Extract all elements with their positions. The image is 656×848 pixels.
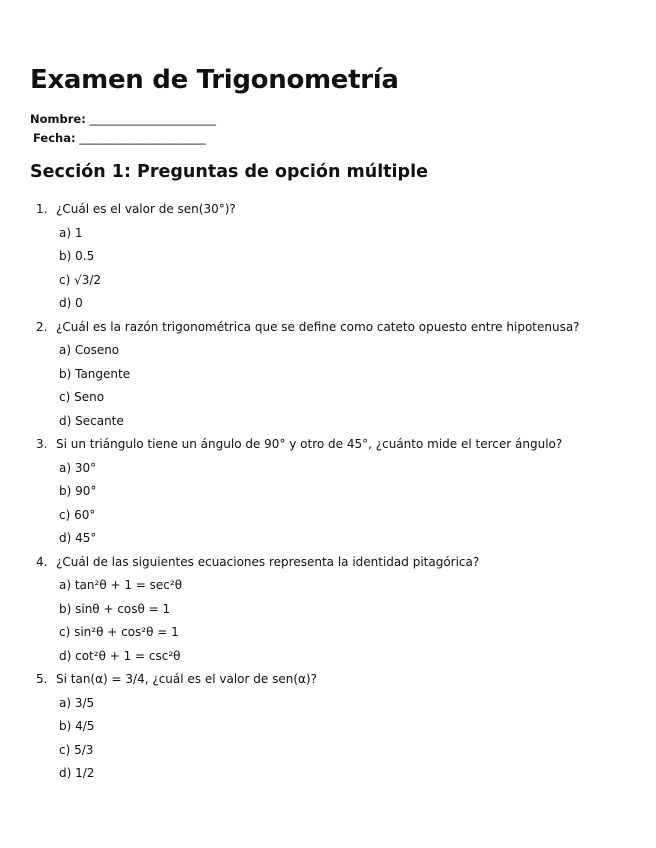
option-list [0, 223, 656, 317]
option-list [0, 458, 656, 552]
answer-option: b) 90° [59, 484, 97, 498]
name-field [30, 111, 215, 127]
answer-option: a) Coseno [59, 343, 120, 357]
date-field [33, 130, 205, 146]
answer-option: b) Tangente [59, 366, 131, 381]
question-3 [0, 434, 656, 552]
answer-option: c) sin²θ + cos²θ = 1 [59, 625, 179, 639]
section-title: Sección 1: Preguntas de opción múltiple [30, 162, 428, 182]
question-2 [0, 317, 656, 435]
question-5 [0, 669, 656, 787]
answer-option: b) sinθ + cosθ = 1 [59, 601, 171, 616]
question-text: Si tan(α) = 3/4, ¿cuál es el valor de sen(α)? [56, 672, 317, 686]
question-number: 2. [36, 319, 48, 334]
name-label: Nombre: [30, 112, 86, 126]
name-blank-line: ________________________ [89, 112, 216, 126]
answer-option: b) 0.5 [59, 249, 95, 263]
question-number: 4. [36, 554, 48, 569]
exam-title: Examen de Trigonometría [30, 65, 399, 95]
answer-option: c) 60° [59, 507, 96, 522]
answer-option: c) √3/2 [59, 272, 102, 287]
answer-option: a) tan²θ + 1 = sec²θ [59, 578, 183, 592]
answer-option: c) Seno [59, 390, 105, 404]
question-text: ¿Cuál de las siguientes ecuaciones representa la identidad pitagórica? [56, 554, 480, 569]
date-blank-line: ________________________ [79, 131, 206, 145]
answer-option: a) 1 [59, 225, 83, 240]
answer-option: b) 4/5 [59, 719, 95, 733]
answer-option: d) cot²θ + 1 = csc²θ [59, 648, 181, 663]
date-label: Fecha: [33, 131, 76, 145]
question-number: 1. [36, 202, 48, 216]
question-1 [0, 199, 656, 317]
question-number: 5. [36, 672, 48, 686]
answer-option: c) 5/3 [59, 742, 94, 757]
question-number: 3. [36, 437, 48, 451]
question-text: ¿Cuál es el valor de sen(30°)? [56, 202, 236, 216]
question-text: ¿Cuál es la razón trigonométrica que se define como cateto opuesto entre hipotenusa? [56, 319, 580, 334]
answer-option: d) 45° [59, 531, 97, 545]
answer-option: d) 1/2 [59, 766, 95, 780]
option-list [0, 340, 656, 434]
option-list [0, 693, 656, 787]
question-text: Si un triángulo tiene un ángulo de 90° y otro de 45°, ¿cuánto mide el tercer ángulo? [56, 437, 563, 451]
answer-option: d) Secante [59, 413, 124, 428]
answer-option: a) 30° [59, 460, 97, 475]
answer-option: a) 3/5 [59, 695, 95, 710]
question-4 [0, 552, 656, 670]
question-list [0, 199, 656, 787]
answer-option: d) 0 [59, 296, 83, 310]
option-list [0, 575, 656, 669]
